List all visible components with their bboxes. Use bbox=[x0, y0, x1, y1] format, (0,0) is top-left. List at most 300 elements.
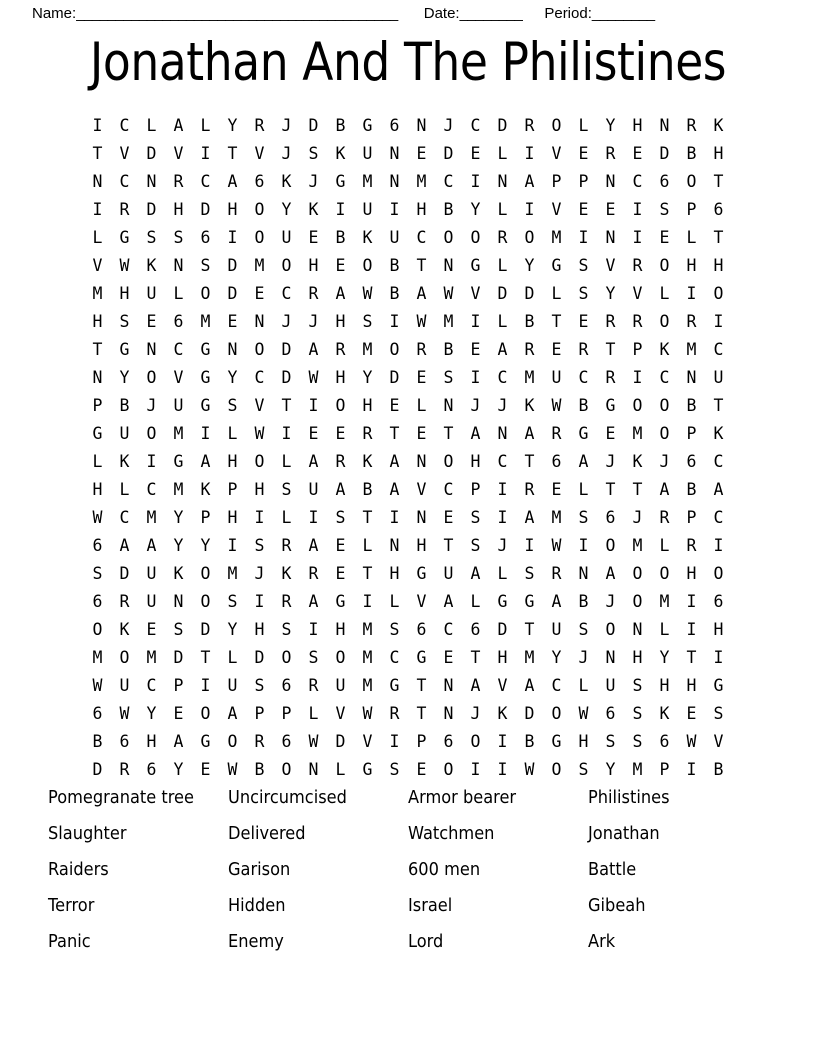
grid-cell[interactable]: M bbox=[227, 564, 238, 583]
grid-cell[interactable]: M bbox=[146, 648, 157, 667]
grid-cell[interactable]: T bbox=[92, 340, 103, 359]
grid-cell[interactable]: E bbox=[632, 144, 643, 163]
word-list-item[interactable]: Armor bearer bbox=[408, 787, 517, 808]
grid-cell[interactable]: U bbox=[119, 676, 130, 695]
grid-cell[interactable]: R bbox=[524, 480, 535, 499]
grid-cell[interactable]: J bbox=[146, 396, 157, 415]
grid-cell[interactable]: L bbox=[416, 396, 427, 415]
grid-cell[interactable]: D bbox=[497, 620, 508, 639]
grid-cell[interactable]: E bbox=[416, 368, 427, 387]
grid-cell[interactable]: N bbox=[308, 760, 319, 779]
grid-cell[interactable]: L bbox=[119, 480, 130, 499]
grid-cell[interactable]: R bbox=[524, 116, 535, 135]
grid-cell[interactable]: B bbox=[686, 144, 697, 163]
grid-cell[interactable]: M bbox=[659, 592, 670, 611]
grid-cell[interactable]: I bbox=[497, 760, 508, 779]
grid-cell[interactable]: H bbox=[92, 312, 103, 331]
grid-cell[interactable]: A bbox=[308, 592, 319, 611]
grid-cell[interactable]: I bbox=[524, 536, 535, 555]
grid-cell[interactable]: N bbox=[227, 340, 238, 359]
grid-cell[interactable]: H bbox=[686, 256, 697, 275]
grid-cell[interactable]: D bbox=[497, 116, 508, 135]
grid-cell[interactable]: Y bbox=[119, 368, 130, 387]
grid-cell[interactable]: E bbox=[335, 536, 346, 555]
grid-cell[interactable]: V bbox=[497, 676, 508, 695]
grid-cell[interactable]: O bbox=[200, 564, 211, 583]
grid-cell[interactable]: H bbox=[686, 564, 697, 583]
grid-cell[interactable]: L bbox=[497, 256, 508, 275]
grid-cell[interactable]: M bbox=[362, 340, 373, 359]
grid-cell[interactable]: T bbox=[416, 676, 427, 695]
grid-cell[interactable]: C bbox=[470, 116, 481, 135]
grid-cell[interactable]: 6 bbox=[119, 732, 130, 751]
grid-cell[interactable]: G bbox=[605, 396, 616, 415]
grid-cell[interactable]: W bbox=[254, 424, 265, 443]
grid-cell[interactable]: B bbox=[443, 340, 454, 359]
grid-cell[interactable]: L bbox=[173, 284, 184, 303]
grid-cell[interactable]: A bbox=[227, 704, 238, 723]
grid-cell[interactable]: O bbox=[659, 312, 670, 331]
grid-cell[interactable]: V bbox=[470, 284, 481, 303]
grid-cell[interactable]: Y bbox=[605, 116, 616, 135]
word-list-item[interactable]: Panic bbox=[48, 931, 91, 952]
grid-cell[interactable]: I bbox=[470, 312, 481, 331]
grid-cell[interactable]: E bbox=[254, 284, 265, 303]
grid-cell[interactable]: L bbox=[659, 284, 670, 303]
grid-cell[interactable]: H bbox=[713, 144, 724, 163]
grid-cell[interactable]: T bbox=[416, 704, 427, 723]
grid-cell[interactable]: O bbox=[254, 452, 265, 471]
grid-cell[interactable]: H bbox=[227, 508, 238, 527]
grid-cell[interactable]: I bbox=[470, 760, 481, 779]
grid-cell[interactable]: E bbox=[146, 620, 157, 639]
grid-cell[interactable]: R bbox=[254, 116, 265, 135]
grid-cell[interactable]: K bbox=[281, 564, 292, 583]
grid-cell[interactable]: O bbox=[551, 704, 562, 723]
grid-cell[interactable]: D bbox=[92, 760, 103, 779]
grid-cell[interactable]: B bbox=[254, 760, 265, 779]
grid-cell[interactable]: A bbox=[524, 172, 535, 191]
grid-cell[interactable]: A bbox=[200, 452, 211, 471]
grid-cell[interactable]: B bbox=[686, 480, 697, 499]
grid-cell[interactable]: O bbox=[362, 256, 373, 275]
grid-cell[interactable]: L bbox=[389, 592, 400, 611]
grid-cell[interactable]: C bbox=[713, 340, 724, 359]
grid-cell[interactable]: D bbox=[308, 116, 319, 135]
grid-cell[interactable]: J bbox=[254, 564, 265, 583]
grid-cell[interactable]: M bbox=[551, 508, 562, 527]
grid-cell[interactable]: L bbox=[659, 536, 670, 555]
grid-cell[interactable]: A bbox=[308, 452, 319, 471]
grid-cell[interactable]: M bbox=[362, 676, 373, 695]
grid-cell[interactable]: A bbox=[497, 340, 508, 359]
grid-cell[interactable]: L bbox=[578, 116, 589, 135]
grid-cell[interactable]: 6 bbox=[200, 228, 211, 247]
grid-cell[interactable]: K bbox=[200, 480, 211, 499]
grid-cell[interactable]: O bbox=[713, 284, 724, 303]
grid-cell[interactable]: N bbox=[92, 368, 103, 387]
grid-cell[interactable]: T bbox=[713, 172, 724, 191]
grid-cell[interactable]: R bbox=[281, 592, 292, 611]
grid-cell[interactable]: A bbox=[173, 116, 184, 135]
grid-cell[interactable]: I bbox=[389, 200, 400, 219]
grid-cell[interactable]: B bbox=[119, 396, 130, 415]
grid-cell[interactable]: 6 bbox=[416, 620, 427, 639]
grid-cell[interactable]: H bbox=[362, 396, 373, 415]
grid-cell[interactable]: T bbox=[443, 536, 454, 555]
grid-cell[interactable]: B bbox=[389, 284, 400, 303]
grid-cell[interactable]: H bbox=[227, 200, 238, 219]
word-list-item[interactable]: Slaughter bbox=[48, 823, 127, 844]
grid-cell[interactable]: B bbox=[524, 732, 535, 751]
grid-cell[interactable]: M bbox=[92, 648, 103, 667]
grid-cell[interactable]: 6 bbox=[443, 732, 454, 751]
grid-cell[interactable]: O bbox=[470, 228, 481, 247]
grid-cell[interactable]: M bbox=[551, 228, 562, 247]
grid-cell[interactable]: U bbox=[281, 228, 292, 247]
grid-cell[interactable]: W bbox=[308, 368, 319, 387]
grid-cell[interactable]: S bbox=[227, 592, 238, 611]
grid-cell[interactable]: Y bbox=[173, 508, 184, 527]
grid-cell[interactable]: I bbox=[713, 536, 724, 555]
grid-cell[interactable]: G bbox=[335, 592, 346, 611]
grid-cell[interactable]: N bbox=[659, 116, 670, 135]
grid-cell[interactable]: O bbox=[443, 228, 454, 247]
grid-cell[interactable]: C bbox=[713, 452, 724, 471]
grid-cell[interactable]: U bbox=[551, 368, 562, 387]
grid-cell[interactable]: O bbox=[146, 368, 157, 387]
grid-cell[interactable]: S bbox=[92, 564, 103, 583]
grid-cell[interactable]: L bbox=[362, 536, 373, 555]
grid-cell[interactable]: Y bbox=[227, 368, 238, 387]
grid-cell[interactable]: A bbox=[119, 536, 130, 555]
grid-cell[interactable]: R bbox=[605, 368, 616, 387]
grid-cell[interactable]: I bbox=[713, 312, 724, 331]
grid-cell[interactable]: H bbox=[335, 312, 346, 331]
grid-cell[interactable]: U bbox=[605, 676, 616, 695]
grid-cell[interactable]: R bbox=[389, 704, 400, 723]
grid-cell[interactable]: Y bbox=[362, 368, 373, 387]
grid-cell[interactable]: M bbox=[632, 760, 643, 779]
grid-cell[interactable]: I bbox=[254, 592, 265, 611]
grid-cell[interactable]: E bbox=[146, 312, 157, 331]
grid-cell[interactable]: N bbox=[92, 172, 103, 191]
grid-cell[interactable]: T bbox=[362, 564, 373, 583]
grid-cell[interactable]: R bbox=[578, 340, 589, 359]
grid-cell[interactable]: I bbox=[362, 592, 373, 611]
grid-cell[interactable]: L bbox=[686, 228, 697, 247]
grid-cell[interactable]: 6 bbox=[713, 200, 724, 219]
grid-cell[interactable]: E bbox=[551, 480, 562, 499]
grid-cell[interactable]: P bbox=[686, 508, 697, 527]
grid-cell[interactable]: R bbox=[686, 116, 697, 135]
grid-cell[interactable]: E bbox=[470, 340, 481, 359]
grid-cell[interactable]: H bbox=[146, 732, 157, 751]
grid-cell[interactable]: N bbox=[254, 312, 265, 331]
grid-cell[interactable]: H bbox=[416, 536, 427, 555]
grid-cell[interactable]: O bbox=[281, 648, 292, 667]
grid-cell[interactable]: N bbox=[443, 256, 454, 275]
grid-cell[interactable]: J bbox=[659, 452, 670, 471]
grid-cell[interactable]: Y bbox=[173, 760, 184, 779]
grid-cell[interactable]: 6 bbox=[470, 620, 481, 639]
grid-cell[interactable]: C bbox=[416, 228, 427, 247]
grid-cell[interactable]: A bbox=[308, 340, 319, 359]
grid-cell[interactable]: K bbox=[524, 396, 535, 415]
grid-cell[interactable]: N bbox=[389, 536, 400, 555]
grid-cell[interactable]: H bbox=[713, 620, 724, 639]
grid-cell[interactable]: D bbox=[173, 648, 184, 667]
grid-cell[interactable]: L bbox=[281, 452, 292, 471]
grid-cell[interactable]: J bbox=[605, 452, 616, 471]
grid-cell[interactable]: M bbox=[686, 340, 697, 359]
word-list-item[interactable]: Uncircumcised bbox=[228, 787, 347, 808]
grid-cell[interactable]: A bbox=[524, 676, 535, 695]
grid-cell[interactable]: C bbox=[497, 452, 508, 471]
grid-cell[interactable]: L bbox=[308, 704, 319, 723]
grid-cell[interactable]: N bbox=[605, 172, 616, 191]
grid-cell[interactable]: D bbox=[146, 144, 157, 163]
grid-cell[interactable]: G bbox=[551, 732, 562, 751]
grid-cell[interactable]: O bbox=[632, 396, 643, 415]
word-search-grid[interactable] bbox=[84, 112, 732, 784]
grid-cell[interactable]: C bbox=[173, 340, 184, 359]
word-list-item[interactable]: Jonathan bbox=[588, 823, 660, 844]
grid-cell[interactable]: 6 bbox=[146, 760, 157, 779]
grid-cell[interactable]: S bbox=[308, 648, 319, 667]
grid-cell[interactable]: O bbox=[254, 200, 265, 219]
grid-cell[interactable]: U bbox=[146, 284, 157, 303]
word-list-item[interactable]: Israel bbox=[408, 895, 453, 916]
grid-cell[interactable]: K bbox=[119, 620, 130, 639]
grid-cell[interactable]: 6 bbox=[389, 116, 400, 135]
grid-cell[interactable]: V bbox=[335, 704, 346, 723]
grid-cell[interactable]: W bbox=[362, 284, 373, 303]
grid-cell[interactable]: L bbox=[497, 144, 508, 163]
grid-cell[interactable]: O bbox=[713, 564, 724, 583]
grid-cell[interactable]: A bbox=[524, 424, 535, 443]
grid-cell[interactable]: B bbox=[686, 396, 697, 415]
grid-cell[interactable]: H bbox=[713, 256, 724, 275]
grid-cell[interactable]: R bbox=[605, 312, 616, 331]
grid-cell[interactable]: W bbox=[308, 732, 319, 751]
grid-cell[interactable]: W bbox=[92, 508, 103, 527]
grid-cell[interactable]: W bbox=[578, 704, 589, 723]
grid-cell[interactable]: A bbox=[443, 592, 454, 611]
grid-cell[interactable]: H bbox=[227, 452, 238, 471]
grid-cell[interactable]: R bbox=[416, 340, 427, 359]
grid-cell[interactable]: 6 bbox=[92, 704, 103, 723]
word-list-item[interactable]: Watchmen bbox=[408, 823, 495, 844]
grid-cell[interactable]: S bbox=[578, 256, 589, 275]
grid-cell[interactable]: I bbox=[146, 452, 157, 471]
grid-cell[interactable]: V bbox=[713, 732, 724, 751]
grid-cell[interactable]: U bbox=[713, 368, 724, 387]
grid-cell[interactable]: G bbox=[416, 564, 427, 583]
grid-cell[interactable]: 6 bbox=[713, 592, 724, 611]
grid-cell[interactable]: I bbox=[227, 536, 238, 555]
grid-cell[interactable]: T bbox=[281, 396, 292, 415]
grid-cell[interactable]: D bbox=[497, 284, 508, 303]
grid-cell[interactable]: D bbox=[254, 648, 265, 667]
grid-cell[interactable]: U bbox=[119, 424, 130, 443]
grid-cell[interactable]: M bbox=[632, 424, 643, 443]
grid-cell[interactable]: A bbox=[416, 284, 427, 303]
grid-cell[interactable]: R bbox=[686, 312, 697, 331]
grid-cell[interactable]: R bbox=[632, 312, 643, 331]
grid-cell[interactable]: E bbox=[605, 200, 616, 219]
grid-cell[interactable]: K bbox=[713, 116, 724, 135]
word-list-item[interactable]: Battle bbox=[588, 859, 637, 880]
grid-cell[interactable]: E bbox=[335, 564, 346, 583]
grid-cell[interactable]: N bbox=[497, 424, 508, 443]
grid-cell[interactable]: S bbox=[389, 620, 400, 639]
grid-cell[interactable]: W bbox=[119, 256, 130, 275]
grid-cell[interactable]: I bbox=[524, 200, 535, 219]
grid-cell[interactable]: 6 bbox=[659, 172, 670, 191]
grid-cell[interactable]: G bbox=[200, 732, 211, 751]
grid-cell[interactable]: A bbox=[713, 480, 724, 499]
grid-cell[interactable]: J bbox=[281, 312, 292, 331]
grid-cell[interactable]: M bbox=[416, 172, 427, 191]
grid-cell[interactable]: E bbox=[578, 312, 589, 331]
grid-cell[interactable]: I bbox=[281, 424, 292, 443]
grid-cell[interactable]: M bbox=[200, 312, 211, 331]
grid-cell[interactable]: I bbox=[200, 424, 211, 443]
grid-cell[interactable]: I bbox=[497, 480, 508, 499]
grid-cell[interactable]: H bbox=[92, 480, 103, 499]
grid-cell[interactable]: J bbox=[281, 116, 292, 135]
grid-cell[interactable]: A bbox=[389, 480, 400, 499]
grid-cell[interactable]: I bbox=[686, 592, 697, 611]
grid-cell[interactable]: L bbox=[497, 564, 508, 583]
grid-cell[interactable]: T bbox=[713, 396, 724, 415]
grid-cell[interactable]: R bbox=[362, 424, 373, 443]
grid-cell[interactable]: C bbox=[443, 620, 454, 639]
grid-cell[interactable]: S bbox=[281, 620, 292, 639]
grid-cell[interactable]: T bbox=[443, 424, 454, 443]
grid-cell[interactable]: R bbox=[173, 172, 184, 191]
grid-cell[interactable]: N bbox=[443, 396, 454, 415]
grid-cell[interactable]: O bbox=[632, 592, 643, 611]
grid-cell[interactable]: P bbox=[92, 396, 103, 415]
grid-cell[interactable]: N bbox=[632, 620, 643, 639]
grid-cell[interactable]: R bbox=[524, 340, 535, 359]
grid-cell[interactable]: K bbox=[119, 452, 130, 471]
grid-cell[interactable]: S bbox=[524, 564, 535, 583]
grid-cell[interactable]: H bbox=[470, 452, 481, 471]
grid-cell[interactable]: R bbox=[119, 760, 130, 779]
grid-cell[interactable]: E bbox=[416, 760, 427, 779]
grid-cell[interactable]: W bbox=[551, 536, 562, 555]
grid-cell[interactable]: G bbox=[200, 340, 211, 359]
grid-cell[interactable]: R bbox=[632, 256, 643, 275]
grid-cell[interactable]: S bbox=[173, 228, 184, 247]
grid-cell[interactable]: I bbox=[389, 732, 400, 751]
grid-cell[interactable]: O bbox=[632, 564, 643, 583]
grid-cell[interactable]: V bbox=[551, 144, 562, 163]
grid-cell[interactable]: C bbox=[119, 172, 130, 191]
grid-cell[interactable]: T bbox=[551, 312, 562, 331]
grid-cell[interactable]: S bbox=[389, 760, 400, 779]
grid-cell[interactable]: I bbox=[200, 676, 211, 695]
grid-cell[interactable]: C bbox=[119, 116, 130, 135]
grid-cell[interactable]: B bbox=[362, 480, 373, 499]
grid-cell[interactable]: S bbox=[578, 620, 589, 639]
grid-cell[interactable]: P bbox=[227, 480, 238, 499]
grid-cell[interactable]: A bbox=[470, 676, 481, 695]
grid-cell[interactable]: S bbox=[578, 760, 589, 779]
grid-cell[interactable]: V bbox=[605, 256, 616, 275]
grid-cell[interactable]: L bbox=[551, 284, 562, 303]
grid-cell[interactable]: O bbox=[92, 620, 103, 639]
grid-cell[interactable]: C bbox=[659, 368, 670, 387]
grid-cell[interactable]: I bbox=[254, 508, 265, 527]
grid-cell[interactable]: 6 bbox=[92, 536, 103, 555]
grid-cell[interactable]: A bbox=[389, 452, 400, 471]
grid-cell[interactable]: V bbox=[416, 592, 427, 611]
grid-cell[interactable]: N bbox=[416, 116, 427, 135]
grid-cell[interactable]: Y bbox=[281, 200, 292, 219]
grid-cell[interactable]: B bbox=[335, 116, 346, 135]
word-list-item[interactable]: 600 men bbox=[408, 859, 481, 880]
grid-cell[interactable]: E bbox=[389, 396, 400, 415]
grid-cell[interactable]: 6 bbox=[551, 452, 562, 471]
grid-cell[interactable]: E bbox=[605, 424, 616, 443]
grid-cell[interactable]: C bbox=[497, 368, 508, 387]
grid-cell[interactable]: K bbox=[146, 256, 157, 275]
grid-cell[interactable]: S bbox=[254, 676, 265, 695]
grid-cell[interactable]: H bbox=[686, 676, 697, 695]
grid-cell[interactable]: I bbox=[308, 396, 319, 415]
grid-cell[interactable]: G bbox=[362, 760, 373, 779]
grid-cell[interactable]: H bbox=[632, 648, 643, 667]
grid-cell[interactable]: O bbox=[335, 648, 346, 667]
grid-cell[interactable]: S bbox=[578, 508, 589, 527]
grid-cell[interactable]: 6 bbox=[605, 704, 616, 723]
grid-cell[interactable]: V bbox=[92, 256, 103, 275]
grid-cell[interactable]: P bbox=[254, 704, 265, 723]
grid-cell[interactable]: B bbox=[713, 760, 724, 779]
grid-cell[interactable]: K bbox=[713, 424, 724, 443]
grid-cell[interactable]: L bbox=[227, 424, 238, 443]
grid-cell[interactable]: O bbox=[659, 396, 670, 415]
grid-cell[interactable]: I bbox=[686, 284, 697, 303]
grid-cell[interactable]: J bbox=[470, 396, 481, 415]
grid-cell[interactable]: N bbox=[146, 172, 157, 191]
grid-cell[interactable]: W bbox=[362, 704, 373, 723]
grid-cell[interactable]: C bbox=[578, 368, 589, 387]
grid-cell[interactable]: V bbox=[119, 144, 130, 163]
word-list-item[interactable]: Lord bbox=[408, 931, 444, 952]
grid-cell[interactable]: G bbox=[578, 424, 589, 443]
grid-cell[interactable]: R bbox=[308, 564, 319, 583]
grid-cell[interactable]: T bbox=[605, 480, 616, 499]
grid-cell[interactable]: T bbox=[227, 144, 238, 163]
grid-cell[interactable]: K bbox=[173, 564, 184, 583]
grid-cell[interactable]: G bbox=[173, 452, 184, 471]
name-blank-field[interactable]: _________________________________________ bbox=[76, 4, 398, 22]
grid-cell[interactable]: C bbox=[200, 172, 211, 191]
grid-cell[interactable]: V bbox=[254, 144, 265, 163]
grid-cell[interactable]: I bbox=[686, 620, 697, 639]
grid-cell[interactable]: P bbox=[551, 172, 562, 191]
grid-cell[interactable]: Y bbox=[173, 536, 184, 555]
grid-cell[interactable]: N bbox=[497, 172, 508, 191]
grid-cell[interactable]: D bbox=[524, 704, 535, 723]
grid-cell[interactable]: M bbox=[92, 284, 103, 303]
grid-cell[interactable]: A bbox=[470, 424, 481, 443]
